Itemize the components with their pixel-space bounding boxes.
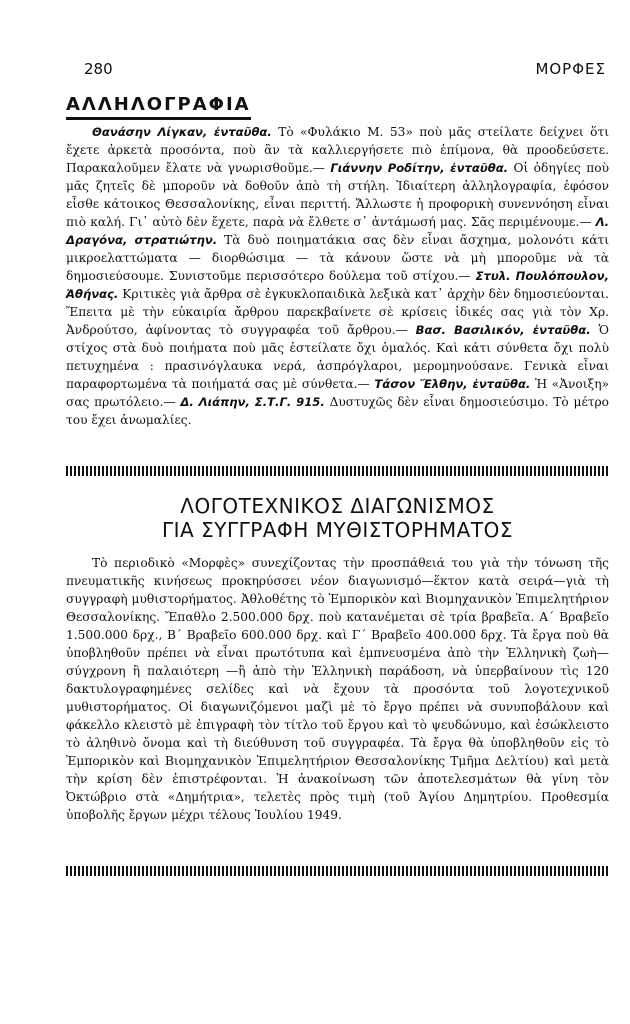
contest-body: Τὸ περιοδικὸ «Μορφὲς» συνεχίζοντας τὴν προσπάθειά του γιὰ τὴν τόνωση τῆς πνευματικῆς κινήσεως προκηρύσσει νέον διαγωνισμό—ἕκτον κατὰ σειρά—γιὰ τὴ συγγραφὴ μυθιστορήματος. Ἀθλοθέτης τὸ Ἐμπορικὸν καὶ Βιομηχανικὸν Ἐπιμελητήριον Θεσσαλονίκης. Ἔπαθλο 2.500.000 δρχ. ποὺ κατανέμεται σὲ τρία βραβεῖα. Α΄ Βραβεῖο 1.500.000 δρχ., Β΄ Βραβεῖο 600.000 δρχ. καὶ Γ΄ Βραβεῖο 400.000 δρχ. Τὰ ἔργα ποὺ θὰ ὑποβληθοῦν πρέπει νὰ εἶναι πρωτότυπα καὶ ἐμπνευσμένα ἀπὸ τὴν Ἑλληνικὴ ζωὴ—σύγχρονη ἢ παλαιότερη —ἢ ἀπὸ τὴν Ἑλληνικὴ παράδοση, νὰ ὑπερβαίνουν τὶς 120 δακτυλογραφημένες σελίδες καὶ νὰ ἔχουν τὰ προσόντα τοῦ λογοτεχνικοῦ μυθιστορήματος. Οἱ διαγωνιζόμενοι μαζὶ μὲ τὸ ἔργο πρέπει νὰ συνυποβάλουν καὶ φάκελλο κλειστὸ μὲ ἐπιγραφὴ τὸν τίτλο τοῦ ἔργου καὶ τὸ ψευδώνυμο, καὶ ἐσώκλειστο τὸ ἀληθινὸ ὄνομα καὶ τὴ διεύθυνση τοῦ συγγραφέα. Τὰ ἔργα θὰ ὑποβληθοῦν εἰς τὸ Ἐμπορικὸν καὶ Βιομηχανικὸν Ἐπιμελητήριον Θεσσαλονίκης Τμῆμα Δελτίου) καὶ μετὰ τὴν κρίση δὲν ἐπιστρέφονται. Ἡ ἀνακοίνωση τῶν ἀποτελεσμάτων θὰ γίνη τὸν Ὀκτώβριο στὰ «Δημήτρια», τελετὲς πρὸς τιμὴ (τοῦ Ἁγίου Δημητρίου. Προθεσμία ὑποβολῆς ἔργων μέχρι τέλους Ἰουλίου 1949. [66, 556, 609, 822]
correspondence-title: ΑΛΛΗΛΟΓΡΑΦΙΑ [66, 94, 251, 120]
correspondence-reply: Οἱ ὁδηγίες ποὺ μᾶς ζητεῖς δὲ μποροῦν νὰ δοθοῦν ἀπὸ τὴ στήλη. Ἰδιαίτερη ἀλληλογραφία, ἐφόσον εἶσθε κάτοικος Θεσσαλονίκης, εἶναι περιττή. Ἄλλωστε ἡ προφορικὴ συνεννόηση εἶναι πιὸ καλή. Γι᾿ αὐτὸ δὲν ἔχετε, παρὰ νὰ ἔλθετε σ᾿ ἀντάμωσή μας. Σᾶς περιμένουμε.— [66, 161, 609, 229]
ornamental-divider [66, 466, 609, 476]
correspondent-name: Λ. Δραγόνα, στρατιώτην. [66, 215, 609, 247]
running-title: ΜΟΡΦΕΣ [535, 60, 606, 78]
correspondent-name: Τάσον Ἔλθην, ἐνταῦθα. [374, 377, 531, 391]
contest-title-line: ΛΟΓΟΤΕΧΝΙΚΟΣ ΔΙΑΓΩΝΙΣΜΟΣ [180, 494, 495, 518]
correspondence-reply: Δυστυχῶς δὲν εἶναι δημοσιεύσιμο. Τὸ μέτρο του ἔχει ἀνωμαλίες. [66, 395, 610, 427]
correspondent-name: Στυλ. Πουλόπουλον, Ἀθήνας. [66, 269, 609, 301]
page-header [84, 60, 606, 80]
contest-section [66, 554, 609, 824]
correspondent-name: Δ. Λιάπην, Σ.Τ.Γ. 915. [180, 395, 325, 409]
correspondence-reply: Κριτικὲς γιὰ ἄρθρα σὲ ἐγκυκλοπαιδικὰ λεξικὰ κατ᾿ ἀρχὴν δὲν δημοσιεύονται. Ἔπειτα μὲ τὴν εὐκαιρία ἄρθρου παρεκβαίνετε σὲ κρίσεις ἰδικές σας γιὰ τὸν Χρ. Ἀνδρούτσο, ἀφίνοντας τὸ συγγραφέα τοῦ ἄρθρου.— [66, 287, 609, 337]
contest-title-line: ΓΙΑ ΣΥΓΓΡΑΦΗ ΜΥΘΙΣΤΟΡΗΜΑΤΟΣ [162, 518, 513, 542]
correspondence-reply: Ἡ «Ἀνοιξη» σας πρωτόλειο.— [66, 377, 609, 409]
correspondent-name: Θανάσην Λίγκαν, ἐνταῦθα. [92, 125, 272, 139]
correspondence-reply: Ὁ στίχος στὰ δυὸ ποιήματα ποὺ μᾶς ἐστείλατε ὄχι ὁμαλός. Καὶ κάτι σύνθετα ὄχι πολὺ πετυχημένα : πρασινόγλαυκα νερά, ἀσπρόγλαροι, μερομηνούσανε. Γενικὰ εἶναι παραφορτωμένα τὰ ποιήματά σας μὲ σύνθετα.— [66, 323, 609, 391]
correspondent-name: Γιάννην Ροδίτην, ἐνταῦθα. [330, 161, 509, 175]
correspondent-name: Βασ. Βασιλικόν, ἐνταῦθα. [415, 323, 591, 337]
correspondence-paragraph [66, 123, 609, 429]
correspondence-reply: Τὰ δυὸ ποιηματάκια σας δὲν εἶναι ἄσχημα, μολονότι κάτι μικροελαττώματα — διορθώσιμα — τὰ κάνουν ὥστε νὰ μὴ μποροῦμε νὰ τὰ δημοσιεύσουμε. Συνιστοῦμε περισσότερο δούλεμα τοῦ στίχου.— [66, 233, 609, 283]
correspondence-reply: Τὸ «Φυλάκιο Μ. 53» ποὺ μᾶς στείλατε δείχνει ὅτι ἔχετε ἀρκετὰ προσόντα, ποὺ ἂν τὰ καλλιεργήσετε πιὸ ἐπίμονα, θὰ προοδεύσετε. Παρακαλοῦμεν ἔλατε νὰ γνωρισθοῦμε.— [66, 125, 609, 175]
correspondence-section [66, 123, 609, 429]
page-number: 280 [84, 60, 113, 78]
contest-title [66, 494, 609, 542]
ornamental-divider [66, 866, 609, 876]
